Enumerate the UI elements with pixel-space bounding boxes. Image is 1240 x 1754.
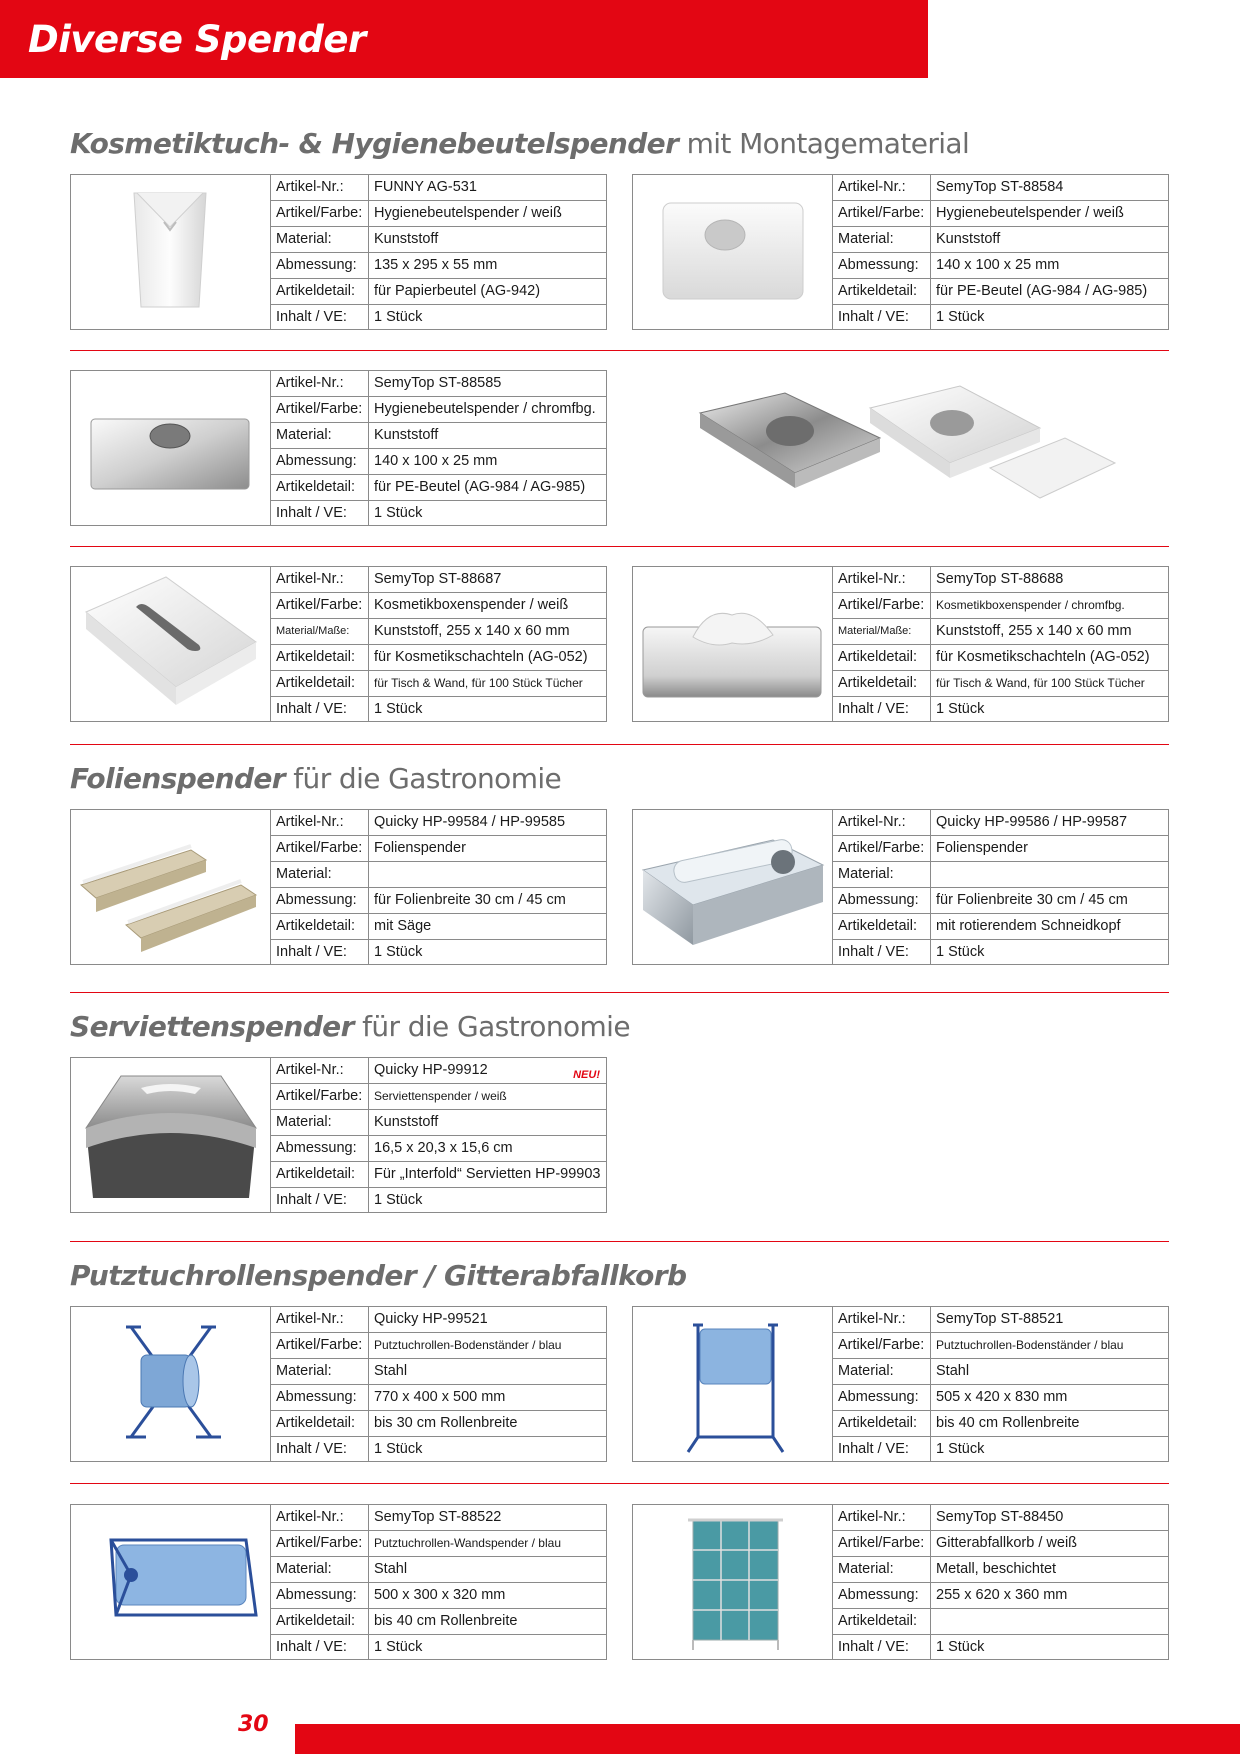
divider: [70, 546, 1169, 547]
spec-label: Artikel/Farbe:: [271, 1084, 369, 1110]
product-card: [70, 566, 607, 722]
spec-value: SemyTop ST-88584: [931, 175, 1169, 201]
spec-value: SemyTop ST-88585: [369, 371, 607, 397]
product-card: [70, 370, 607, 526]
spec-value: für Tisch & Wand, für 100 Stück Tücher: [931, 671, 1169, 697]
spec-value: Stahl: [931, 1359, 1169, 1385]
spec-value: 505 x 420 x 830 mm: [931, 1385, 1169, 1411]
spec-label: Artikeldetail:: [271, 1609, 369, 1635]
product-card: [632, 566, 1169, 722]
spec-label: Artikel/Farbe:: [271, 397, 369, 423]
spec-value: Putztuchrollen-Wandspender / blau: [369, 1531, 607, 1557]
spec-value: Hygienebeutelspender / weiß: [931, 201, 1169, 227]
product-card: [632, 809, 1169, 965]
spec-label: Artikel-Nr.:: [833, 810, 931, 836]
spec-label: Material:: [271, 423, 369, 449]
product-card: [70, 809, 607, 965]
divider: [70, 350, 1169, 351]
spec-value: 140 x 100 x 25 mm: [369, 449, 607, 475]
spec-label: Artikel/Farbe:: [833, 593, 931, 619]
spec-label: Material:: [271, 227, 369, 253]
hygiene-bag-dispenser-tall-white-image: [71, 175, 271, 329]
spec-label: Inhalt / VE:: [833, 940, 931, 966]
spec-value: 1 Stück: [374, 944, 423, 960]
product-card: [70, 1057, 607, 1213]
spec-value: SemyTop ST-88450: [931, 1505, 1169, 1531]
spec-label: Material:: [833, 1557, 931, 1583]
spec-label: Inhalt / VE:: [271, 305, 369, 331]
spec-label: Inhalt / VE:: [271, 1437, 369, 1463]
spec-value: 770 x 400 x 500 mm: [369, 1385, 607, 1411]
spec-value: Kunststoff: [369, 423, 607, 449]
spec-value: Kunststoff, 255 x 140 x 60 mm: [931, 619, 1169, 645]
spec-label: Inhalt / VE:: [833, 697, 931, 723]
spec-value: 1 Stück: [936, 309, 985, 325]
spec-label: Artikel-Nr.:: [271, 371, 369, 397]
spec-label: Artikel/Farbe:: [833, 201, 931, 227]
spec-table: [833, 175, 1168, 330]
spec-table: [271, 1307, 606, 1462]
spec-value: FUNNY AG-531: [369, 175, 607, 201]
foil-dispenser-beige-image: [71, 810, 271, 964]
spec-label: Artikel-Nr.:: [271, 1307, 369, 1333]
spec-label: Inhalt / VE:: [833, 305, 931, 331]
spec-value: [931, 1609, 1169, 1635]
spec-value: für PE-Beutel (AG-984 / AG-985): [931, 279, 1169, 305]
spec-value: [931, 862, 1169, 888]
spec-label: Artikeldetail:: [833, 1411, 931, 1437]
spec-value: 1 Stück: [374, 1192, 423, 1208]
section-title-foil: Folienspender für die Gastronomie: [70, 762, 562, 795]
spec-value: Stahl: [369, 1557, 607, 1583]
spec-value: 1 Stück: [936, 1441, 985, 1457]
spec-label: Material:: [833, 1359, 931, 1385]
divider: [70, 1483, 1169, 1484]
roll-floor-stand-upright-image: [633, 1307, 833, 1461]
spec-label: Artikel-Nr.:: [833, 1307, 931, 1333]
spec-label: Artikel/Farbe:: [833, 1531, 931, 1557]
spec-label: Artikel-Nr.:: [271, 1058, 369, 1084]
tissue-box-dispenser-chrome-image: [633, 567, 833, 721]
spec-table: [833, 567, 1168, 722]
spec-value: SemyTop ST-88521: [931, 1307, 1169, 1333]
spec-label: Inhalt / VE:: [271, 697, 369, 723]
divider: [70, 744, 1169, 745]
product-card: [70, 1504, 607, 1660]
spec-value: Hygienebeutelspender / weiß: [369, 201, 607, 227]
spec-label: Material:: [271, 862, 369, 888]
spec-label: Abmessung:: [271, 1385, 369, 1411]
spec-table: [271, 1505, 606, 1660]
spec-label: Artikeldetail:: [271, 475, 369, 501]
spec-value: 1 Stück: [374, 505, 423, 521]
spec-label: Artikel-Nr.:: [833, 567, 931, 593]
spec-value: 135 x 295 x 55 mm: [369, 253, 607, 279]
spec-value: Stahl: [369, 1359, 607, 1385]
spec-label: Artikel/Farbe:: [271, 1531, 369, 1557]
spec-label: Abmessung:: [833, 888, 931, 914]
spec-label: Artikeldetail:: [833, 1609, 931, 1635]
spec-table: [271, 175, 606, 330]
spec-value: für Folienbreite 30 cm / 45 cm: [931, 888, 1169, 914]
spec-value: Quicky HP-99584 / HP-99585: [369, 810, 607, 836]
hygiene-bag-dispenser-white-image: [633, 175, 833, 329]
spec-value: Kunststoff, 255 x 140 x 60 mm: [369, 619, 607, 645]
spec-label: Material/Maße:: [833, 619, 931, 645]
spec-value: 1 Stück: [374, 1639, 423, 1655]
spec-label: Artikeldetail:: [271, 914, 369, 940]
spec-label: Material/Maße:: [271, 619, 369, 645]
new-badge: NEU!: [573, 1069, 600, 1081]
spec-label: Artikel/Farbe:: [833, 1333, 931, 1359]
spec-table: [271, 371, 606, 526]
spec-label: Artikeldetail:: [271, 279, 369, 305]
spec-label: Inhalt / VE:: [271, 1188, 369, 1214]
spec-label: Abmessung:: [833, 1583, 931, 1609]
spec-value: Serviettenspender / weiß: [369, 1084, 607, 1110]
spec-value: für PE-Beutel (AG-984 / AG-985): [369, 475, 607, 501]
spec-label: Material:: [271, 1110, 369, 1136]
spec-value: Kunststoff: [931, 227, 1169, 253]
section-title-cosmetic: Kosmetiktuch- & Hygienebeutelspender mit Montagematerial: [70, 127, 970, 160]
spec-value: 140 x 100 x 25 mm: [931, 253, 1169, 279]
header-banner: [0, 0, 928, 78]
spec-value: Kunststoff: [369, 227, 607, 253]
spec-value: 16,5 x 20,3 x 15,6 cm: [369, 1136, 607, 1162]
spec-value: 1 Stück: [936, 944, 985, 960]
spec-label: Material:: [271, 1359, 369, 1385]
roll-wall-dispenser-image: [71, 1505, 271, 1659]
spec-label: Inhalt / VE:: [271, 501, 369, 527]
spec-table: [271, 810, 606, 965]
spec-value: 1 Stück: [374, 701, 423, 717]
spec-value: 1 Stück: [936, 701, 985, 717]
spec-value: Kunststoff: [369, 1110, 607, 1136]
hygiene-bag-dispenser-chrome-image: [71, 371, 271, 525]
page-number: 30: [238, 1712, 269, 1737]
spec-value: Quicky HP-99586 / HP-99587: [931, 810, 1169, 836]
product-card: [632, 1504, 1169, 1660]
spec-value: 255 x 620 x 360 mm: [931, 1583, 1169, 1609]
spec-label: Abmessung:: [833, 253, 931, 279]
spec-value: für Kosmetikschachteln (AG-052): [369, 645, 607, 671]
spec-value: für Tisch & Wand, für 100 Stück Tücher: [369, 671, 607, 697]
spec-label: Material:: [833, 227, 931, 253]
spec-value: Für „Interfold“ Servietten HP-99903: [369, 1162, 607, 1188]
spec-label: Artikel-Nr.:: [833, 1505, 931, 1531]
spec-label: Artikeldetail:: [271, 645, 369, 671]
spec-label: Inhalt / VE:: [271, 1635, 369, 1661]
spec-label: Abmessung:: [271, 1136, 369, 1162]
spec-value: [369, 862, 607, 888]
spec-label: Artikeldetail:: [271, 671, 369, 697]
spec-label: Artikel-Nr.:: [271, 175, 369, 201]
wire-waste-basket-image: [633, 1505, 833, 1659]
spec-label: Inhalt / VE:: [833, 1437, 931, 1463]
tissue-box-dispenser-white-image: [71, 567, 271, 721]
napkin-dispenser-image: [71, 1058, 271, 1212]
spec-value: 1 Stück: [374, 309, 423, 325]
spec-label: Abmessung:: [271, 253, 369, 279]
spec-label: Artikeldetail:: [833, 914, 931, 940]
spec-label: Artikel-Nr.:: [271, 810, 369, 836]
spec-label: Artikel/Farbe:: [271, 593, 369, 619]
spec-value: für Kosmetikschachteln (AG-052): [931, 645, 1169, 671]
section-title-napkin: Serviettenspender für die Gastronomie: [70, 1010, 630, 1043]
spec-value: SemyTop ST-88687: [369, 567, 607, 593]
spec-label: Artikeldetail:: [833, 279, 931, 305]
footer-bar: [295, 1724, 1240, 1754]
spec-label: Abmessung:: [833, 1385, 931, 1411]
hygiene-dispensers-photo: [690, 368, 1120, 528]
spec-value: mit rotierendem Schneidkopf: [931, 914, 1169, 940]
spec-table: [271, 1058, 606, 1213]
spec-label: Abmessung:: [271, 449, 369, 475]
section-title-rolls: Putztuchrollenspender / Gitterabfallkorb: [70, 1259, 687, 1292]
spec-value: für Folienbreite 30 cm / 45 cm: [369, 888, 607, 914]
spec-table: [271, 567, 606, 722]
spec-label: Artikel-Nr.:: [271, 1505, 369, 1531]
spec-label: Inhalt / VE:: [833, 1635, 931, 1661]
spec-value: SemyTop ST-88688: [931, 567, 1169, 593]
spec-value: Kosmetikboxenspender / weiß: [369, 593, 607, 619]
spec-value: mit Säge: [369, 914, 607, 940]
spec-value: bis 30 cm Rollenbreite: [369, 1411, 607, 1437]
spec-label: Artikeldetail:: [271, 1411, 369, 1437]
spec-value: für Papierbeutel (AG-942): [369, 279, 607, 305]
spec-value: Quicky HP-99912 NEU!: [369, 1058, 607, 1084]
spec-label: Artikeldetail:: [833, 645, 931, 671]
spec-value: 500 x 300 x 320 mm: [369, 1583, 607, 1609]
spec-label: Inhalt / VE:: [271, 940, 369, 966]
spec-value: 1 Stück: [936, 1639, 985, 1655]
spec-value: Kosmetikboxenspender / chromfbg.: [931, 593, 1169, 619]
spec-label: Artikel/Farbe:: [271, 836, 369, 862]
divider: [70, 992, 1169, 993]
divider: [70, 1241, 1169, 1242]
spec-value: bis 40 cm Rollenbreite: [369, 1609, 607, 1635]
spec-label: Artikel/Farbe:: [271, 201, 369, 227]
spec-value: Hygienebeutelspender / chromfbg.: [369, 397, 607, 423]
product-card: [70, 174, 607, 330]
spec-value: Putztuchrollen-Bodenständer / blau: [369, 1333, 607, 1359]
spec-label: Artikeldetail:: [833, 671, 931, 697]
spec-label: Artikel/Farbe:: [833, 836, 931, 862]
spec-table: [833, 1307, 1168, 1462]
spec-value: Folienspender: [931, 836, 1169, 862]
spec-label: Abmessung:: [271, 888, 369, 914]
spec-label: Material:: [271, 1557, 369, 1583]
spec-label: Artikel-Nr.:: [271, 567, 369, 593]
spec-value: Gitterabfallkorb / weiß: [931, 1531, 1169, 1557]
spec-value: Folienspender: [369, 836, 607, 862]
roll-floor-stand-folding-image: [71, 1307, 271, 1461]
spec-label: Artikel-Nr.:: [833, 175, 931, 201]
spec-value: Quicky HP-99521: [369, 1307, 607, 1333]
spec-label: Material:: [833, 862, 931, 888]
spec-table: [833, 810, 1168, 965]
spec-value: SemyTop ST-88522: [369, 1505, 607, 1531]
spec-value: Metall, beschichtet: [931, 1557, 1169, 1583]
product-card: [632, 174, 1169, 330]
spec-label: Artikeldetail:: [271, 1162, 369, 1188]
foil-dispenser-steel-image: [633, 810, 833, 964]
page-title: Diverse Spender: [28, 18, 366, 61]
spec-label: Artikel/Farbe:: [271, 1333, 369, 1359]
spec-value: bis 40 cm Rollenbreite: [931, 1411, 1169, 1437]
spec-table: [833, 1505, 1168, 1660]
spec-value: Putztuchrollen-Bodenständer / blau: [931, 1333, 1169, 1359]
product-card: [70, 1306, 607, 1462]
product-card: [632, 1306, 1169, 1462]
spec-label: Abmessung:: [271, 1583, 369, 1609]
spec-value: 1 Stück: [374, 1441, 423, 1457]
